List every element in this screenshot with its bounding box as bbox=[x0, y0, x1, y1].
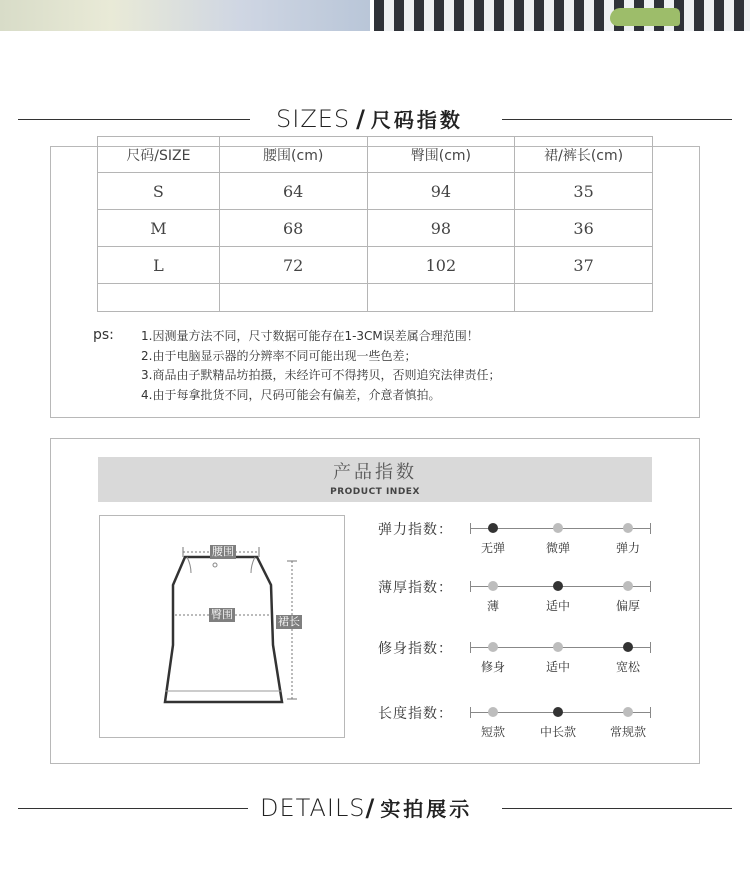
hip-cell: 98 bbox=[367, 210, 515, 247]
pocket-left bbox=[187, 557, 191, 573]
rating-dot bbox=[488, 581, 498, 591]
details-title-cn: 实拍展示 bbox=[380, 797, 473, 821]
waist-cell: 68 bbox=[219, 210, 367, 247]
details-title-en: DETAILS bbox=[260, 794, 366, 822]
rating-dot bbox=[553, 523, 563, 533]
notes-list bbox=[141, 327, 611, 405]
skirt-button bbox=[213, 563, 217, 567]
waist-cell: 64 bbox=[219, 173, 367, 210]
rating-track-cap bbox=[470, 707, 471, 718]
table-row bbox=[98, 173, 653, 210]
product-index-title-en: PRODUCT INDEX bbox=[330, 487, 420, 497]
notes-prefix: ps: bbox=[93, 327, 114, 343]
rating-option: 修身 bbox=[480, 660, 506, 674]
length-rating bbox=[378, 706, 668, 746]
size-table-header-row bbox=[98, 137, 653, 173]
rating-dot bbox=[623, 523, 633, 533]
length-tag: 裙长 bbox=[278, 615, 300, 628]
size-cell: M bbox=[98, 210, 220, 247]
table-row-empty bbox=[98, 284, 653, 312]
rating-label: 长度指数： bbox=[378, 706, 453, 722]
rating-dot bbox=[488, 523, 498, 533]
empty-cell bbox=[515, 284, 653, 312]
hip-cell: 94 bbox=[367, 173, 515, 210]
rating-option: 中长款 bbox=[539, 725, 577, 739]
rating-track-cap bbox=[470, 642, 471, 653]
size-cell: S bbox=[98, 173, 220, 210]
waist-tag: 腰围 bbox=[212, 545, 234, 558]
empty-cell bbox=[98, 284, 220, 312]
length-cell: 37 bbox=[515, 247, 653, 284]
product-photo-left bbox=[0, 0, 370, 31]
product-photo-right bbox=[374, 0, 750, 31]
sizes-title-en: SIZES bbox=[276, 105, 351, 133]
rating-dot bbox=[553, 581, 563, 591]
details-title-sep: / bbox=[365, 794, 375, 822]
note-item: 3.商品由子默精品坊拍摄，未经许可不得拷贝，否则追究法律责任； bbox=[141, 368, 501, 382]
rating-dot bbox=[553, 642, 563, 652]
rating-option: 薄 bbox=[486, 599, 500, 613]
size-cell: L bbox=[98, 247, 220, 284]
sizes-title-cn: 尺码指数 bbox=[370, 108, 463, 132]
rating-track-cap bbox=[650, 642, 651, 653]
rating-label: 修身指数： bbox=[378, 641, 453, 657]
size-table-header: 尺码/SIZE bbox=[98, 137, 220, 173]
header-rule-left bbox=[18, 119, 250, 120]
rating-option: 适中 bbox=[545, 599, 571, 613]
sizes-title bbox=[276, 103, 463, 135]
hip-cell: 102 bbox=[367, 247, 515, 284]
note-item: 4.由于每拿批货不同，尺码可能会有偏差，介意者慎拍。 bbox=[141, 387, 441, 402]
rating-dot bbox=[488, 707, 498, 717]
details-section-header bbox=[0, 792, 750, 824]
rating-track-cap bbox=[470, 523, 471, 534]
product-index-title-cn: 产品指数 bbox=[333, 462, 417, 483]
header-rule-right bbox=[502, 808, 732, 809]
rating-option: 微弹 bbox=[545, 541, 571, 555]
elasticity-rating bbox=[378, 522, 668, 562]
rating-dot bbox=[623, 581, 633, 591]
rating-option: 弹力 bbox=[615, 541, 641, 555]
rating-label: 弹力指数： bbox=[378, 522, 453, 538]
pocket-right bbox=[251, 557, 255, 573]
rating-track-cap bbox=[470, 581, 471, 592]
sizes-title-sep: / bbox=[356, 105, 365, 133]
rating-track-cap bbox=[650, 581, 651, 592]
note-item: 1.因测量方法不同，尺寸数据可能存在1-3CM误差属合理范围！ bbox=[141, 329, 479, 343]
shoe-image bbox=[610, 8, 680, 26]
size-table-header: 裙/裤长(cm) bbox=[515, 137, 653, 173]
rating-dot bbox=[623, 642, 633, 652]
rating-track-cap bbox=[650, 523, 651, 534]
empty-cell bbox=[219, 284, 367, 312]
length-cell: 35 bbox=[515, 173, 653, 210]
rating-option: 宽松 bbox=[615, 660, 641, 674]
skirt-outline bbox=[165, 557, 282, 702]
thickness-rating bbox=[378, 580, 668, 620]
rating-option: 无弹 bbox=[480, 541, 506, 555]
size-table-header: 腰围(cm) bbox=[219, 137, 367, 173]
rating-track-cap bbox=[650, 707, 651, 718]
hip-tag: 臀围 bbox=[211, 608, 233, 621]
fit-rating bbox=[378, 641, 668, 681]
rating-option: 适中 bbox=[545, 660, 571, 674]
waist-cell: 72 bbox=[219, 247, 367, 284]
header-rule-left bbox=[18, 808, 248, 809]
details-title bbox=[260, 792, 472, 824]
rating-label: 薄厚指数： bbox=[378, 580, 453, 596]
rating-option: 偏厚 bbox=[615, 599, 641, 613]
note-item: 2.由于电脑显示器的分辨率不同可能出现一些色差； bbox=[141, 348, 417, 363]
product-photo-strip bbox=[0, 0, 750, 31]
rating-dot bbox=[553, 707, 563, 717]
length-cell: 36 bbox=[515, 210, 653, 247]
table-row bbox=[98, 247, 653, 284]
size-table-header: 臀围(cm) bbox=[367, 137, 515, 173]
sizes-section-header bbox=[0, 103, 750, 135]
header-rule-right bbox=[502, 119, 732, 120]
rating-dot bbox=[623, 707, 633, 717]
rating-dot bbox=[488, 642, 498, 652]
table-row bbox=[98, 210, 653, 247]
size-table bbox=[97, 136, 653, 312]
rating-option: 常规款 bbox=[609, 725, 647, 739]
empty-cell bbox=[367, 284, 515, 312]
product-index-banner bbox=[98, 457, 652, 502]
rating-option: 短款 bbox=[480, 725, 506, 739]
